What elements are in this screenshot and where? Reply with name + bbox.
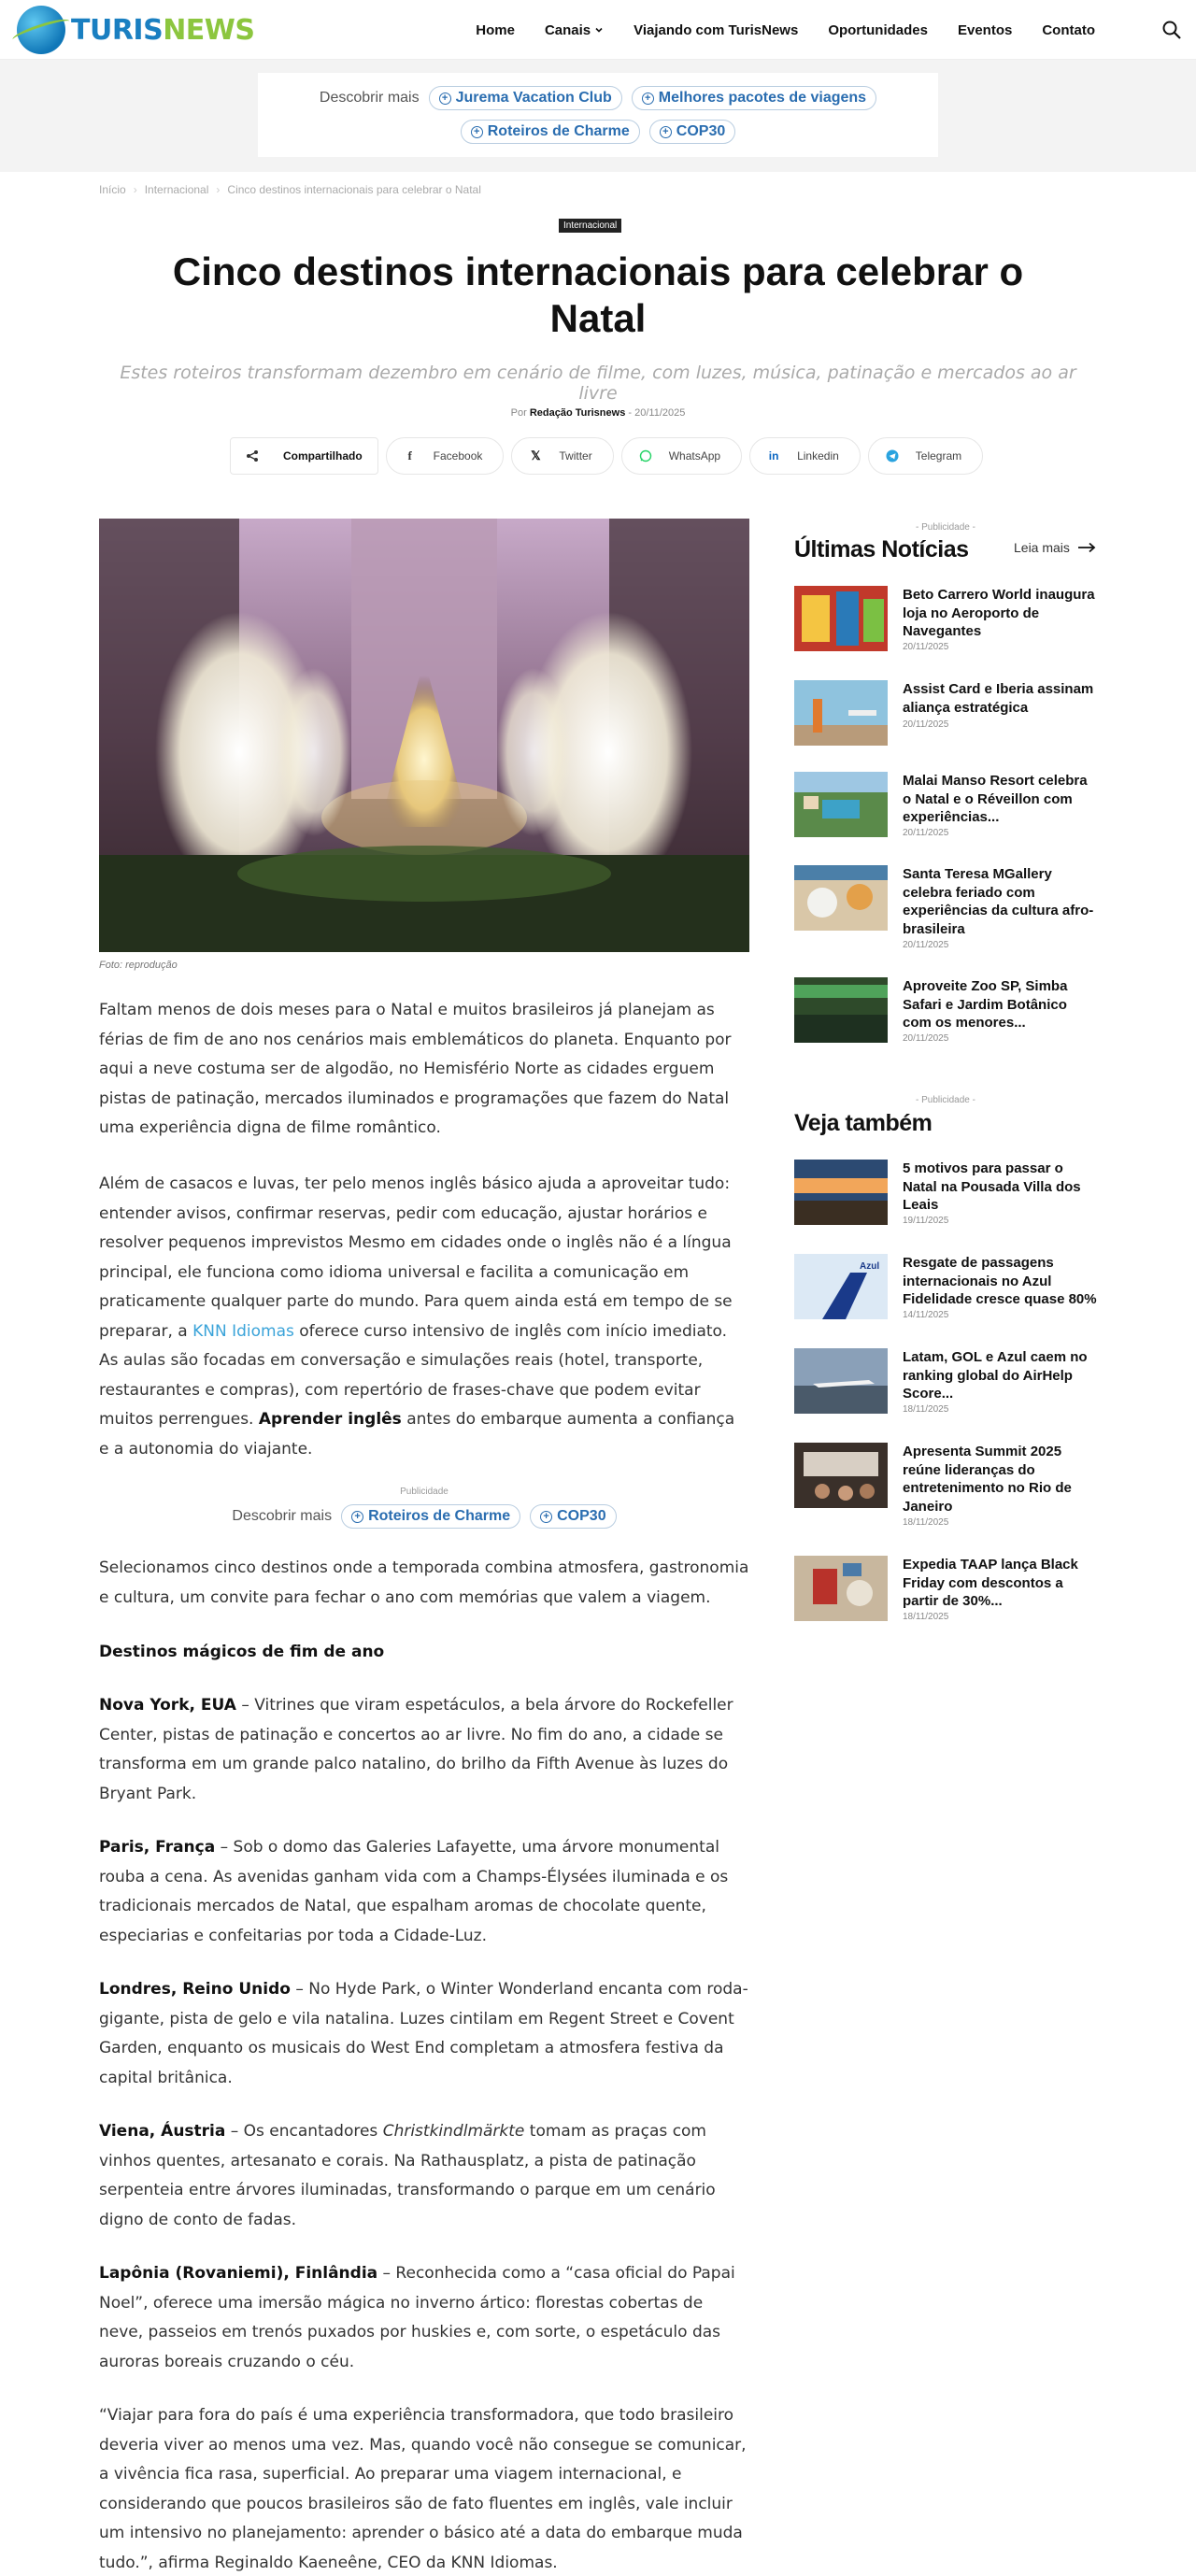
bold-span: Aprender inglês xyxy=(258,1410,402,1429)
see-also-item[interactable] xyxy=(794,1556,1097,1623)
destination-text: – Reconhecida como a “casa oficial do Papai Noel”, oferece uma imersão mágica no inverno ártico: florestas cobertas de neve, passeios em trenós puxados por huskies e, com sorte, o espetáculo das auroras boreais cruzando o céu. xyxy=(99,2264,735,2371)
news-thumbnail xyxy=(794,680,888,746)
globe-logo-icon xyxy=(17,6,65,54)
share-toggle-button[interactable] xyxy=(230,437,378,475)
hero-caption: Foto: reprodução xyxy=(99,960,178,971)
nav-viajando[interactable]: Viajando com TurisNews xyxy=(634,21,799,38)
pill-label: Roteiros de Charme xyxy=(487,123,630,139)
see-also-item[interactable] xyxy=(794,1443,1097,1528)
share-twitter-button[interactable] xyxy=(511,437,613,475)
news-date: 18/11/2025 xyxy=(903,1517,949,1528)
share-icon xyxy=(246,449,259,463)
news-title: 5 motivos para passar o Natal na Pousada Villa dos Leais xyxy=(903,1160,1081,1213)
logo-text-part1: TURIS xyxy=(71,13,164,47)
news-date: 20/11/2025 xyxy=(903,719,949,730)
news-title: Santa Teresa MGallery celebra feriado com experiências da cultura afro-brasileira xyxy=(903,866,1094,937)
destination-text: tomam as praças com vinhos quentes, artesanato e corais. Na Rathausplatz, a pista de patinação serpenteia entre árvores iluminadas, transformando o parque em um cenário digno de conto de fadas. xyxy=(99,2122,716,2229)
logo-text-part2: NEWS xyxy=(163,13,255,47)
breadcrumb xyxy=(99,183,481,196)
latest-news-item[interactable] xyxy=(794,772,1097,839)
news-title: Malai Manso Resort celebra o Natal e o Réveillon com experiências... xyxy=(903,773,1088,825)
plus-circle-icon: + xyxy=(439,93,451,105)
plus-circle-icon: + xyxy=(471,126,483,138)
breadcrumb-current: Cinco destinos internacionais para celebrar o Natal xyxy=(227,183,481,196)
see-also-item[interactable] xyxy=(794,1254,1097,1321)
plus-circle-icon: + xyxy=(660,126,672,138)
share-button-label: WhatsApp xyxy=(668,449,721,463)
sidebar-ad-label: - Publicidade - xyxy=(916,1095,975,1105)
destination-name: Lapônia (Rovaniemi), Finlândia xyxy=(99,2264,378,2283)
read-more-link[interactable] xyxy=(1014,540,1096,555)
news-title: Beto Carrero World inaugura loja no Aeroporto de Navegantes xyxy=(903,587,1095,639)
news-title: Expedia TAAP lança Black Friday com descontos a partir de 30%... xyxy=(903,1557,1078,1609)
breadcrumb-separator-icon: › xyxy=(133,183,137,196)
destination-name: Londres, Reino Unido xyxy=(99,1980,291,1999)
share-facebook-button[interactable] xyxy=(386,437,505,475)
discover-more-box xyxy=(258,73,938,157)
nav-contato[interactable]: Contato xyxy=(1042,21,1095,38)
destination-london xyxy=(99,1975,749,2093)
chevron-down-icon xyxy=(594,25,604,35)
pill-label: COP30 xyxy=(676,123,726,139)
read-more-label: Leia mais xyxy=(1014,540,1070,555)
byline xyxy=(0,407,1196,419)
byline-prefix: Por xyxy=(510,407,527,419)
article-paragraph-2 xyxy=(99,1170,749,1464)
destination-text: – Sob o domo das Galeries Lafayette, uma árvore monumental rouba a cena. As avenidas ganham vida com a Champs-Élysées iluminada e os tradicionais mercados de Natal, que espalham aromas de chocolate quente, especiarias e confeitarias por toda a Cidade-Luz. xyxy=(99,1838,729,1945)
discover-label: Descobrir mais xyxy=(319,90,420,106)
news-date: 20/11/2025 xyxy=(903,828,949,838)
pill-label: Jurema Vacation Club xyxy=(455,90,612,106)
share-button-label: Telegram xyxy=(915,449,962,463)
news-thumbnail xyxy=(794,865,888,931)
whatsapp-icon xyxy=(639,449,652,463)
text-span: antes do embarque aumenta a confiança e a autonomia do viajante. xyxy=(99,1410,735,1459)
pill-label: Melhores pacotes de viagens xyxy=(658,90,867,106)
news-thumbnail xyxy=(794,1254,888,1319)
discover-row-2 xyxy=(258,120,938,144)
news-title: Apresenta Summit 2025 reúne lideranças do entretenimento no Rio de Janeiro xyxy=(903,1444,1072,1515)
pill-roteiros-charme[interactable] xyxy=(461,120,640,144)
sidebar-ad-label: - Publicidade - xyxy=(916,522,975,533)
destination-new-york xyxy=(99,1691,749,1809)
discover-row-1 xyxy=(258,86,938,110)
ceo-quote: “Viajar para fora do país é uma experiência transformadora, que todo brasileiro deveria viver ao menos uma vez. Mas, quando você não consegue se comunicar, a vivência fica rasa, superficial. Ao preparar uma viagem internacional, e considerando que poucos brasileiros são de fato fluentes em inglês, vale incluir um intensivo no planejamento: aprender o básico até a data do embarque muda tudo.”, afirma Reginaldo Kaeneêne, CEO da KNN Idiomas. xyxy=(99,2406,747,2572)
site-header xyxy=(0,0,1196,60)
breadcrumb-home[interactable]: Início xyxy=(99,183,126,196)
news-date: 18/11/2025 xyxy=(903,1612,949,1622)
news-date: 19/11/2025 xyxy=(903,1216,949,1226)
news-thumbnail xyxy=(794,1556,888,1621)
text-span: Além de casacos e luvas, ter pelo menos inglês básico ajuda a aproveitar tudo: entender avisos, confirmar reservas, pedir com educação, ajustar horários e resolver pequenos imprevistos Mesmo em cidades onde o inglês não é a língua principal, ele funciona como idioma universal e facilita a comunicação em praticamente qualquer parte do mundo. Para quem ainda está em tempo de se preparar, a xyxy=(99,1174,733,1341)
pill-label: Roteiros de Charme xyxy=(368,1508,511,1524)
destination-text: – Os encantadores xyxy=(225,2122,383,2141)
see-also-item[interactable] xyxy=(794,1348,1097,1416)
author-link[interactable]: Redação Turisnews xyxy=(529,407,626,419)
rockefeller-christmas-photo xyxy=(99,519,749,952)
main-nav xyxy=(476,0,1095,60)
destination-lapland xyxy=(99,2259,749,2377)
destination-vienna xyxy=(99,2117,749,2235)
news-thumbnail xyxy=(794,772,888,837)
news-date: 20/11/2025 xyxy=(903,1033,949,1044)
latest-news-item[interactable] xyxy=(794,977,1097,1045)
share-whatsapp-button[interactable] xyxy=(621,437,742,475)
advertising-label: Publicidade xyxy=(400,1487,448,1497)
latest-news-item[interactable] xyxy=(794,680,1097,747)
pill-melhores-pacotes[interactable] xyxy=(632,86,876,110)
knn-idiomas-link[interactable]: KNN Idiomas xyxy=(192,1321,294,1341)
share-bar xyxy=(230,437,983,475)
text-span: oferece curso intensivo de inglês com início imediato. As aulas são focadas em conversação e simulações reais (hotel, transporte, restaurantes e compras), com repertório de frases-chave que podem evitar muitos perrengues. xyxy=(99,1321,728,1429)
news-title: Latam, GOL e Azul caem no ranking global do AirHelp Score... xyxy=(903,1349,1088,1402)
destination-text: – Vitrines que viram espetáculos, a bela árvore do Rockefeller Center, pistas de patinação e concertos ao ar livre. No fim do ano, a cidade se transforma em um grande palco natalino, do brilho da Fifth Avenue às luzes do Bryant Park. xyxy=(99,1696,733,1803)
byline-dash: - xyxy=(628,407,633,419)
news-date: 18/11/2025 xyxy=(903,1404,949,1415)
destination-name: Viena, Áustria xyxy=(99,2122,226,2141)
pill-roteiros-charme-inline[interactable] xyxy=(341,1504,520,1529)
share-label: Compartilhado xyxy=(283,449,363,463)
latest-news-heading: Últimas Notícias xyxy=(794,536,969,562)
latest-news-item[interactable] xyxy=(794,586,1097,653)
telegram-icon xyxy=(886,449,899,463)
share-button-label: Twitter xyxy=(559,449,592,463)
section-heading-text: Destinos mágicos de fim de ano xyxy=(99,1643,385,1661)
x-twitter-icon: 𝕏 xyxy=(531,448,541,463)
svg-text:Azul: Azul xyxy=(860,1261,880,1272)
promo-band xyxy=(0,60,1196,172)
share-button-label: Linkedin xyxy=(797,449,839,463)
news-thumbnail xyxy=(794,1348,888,1414)
site-logo[interactable] xyxy=(17,6,255,54)
pill-label: COP30 xyxy=(557,1508,606,1524)
share-telegram-button[interactable] xyxy=(868,437,983,475)
destination-name: Paris, França xyxy=(99,1838,216,1857)
facebook-icon: f xyxy=(407,448,412,463)
article-paragraph-3: Selecionamos cinco destinos onde a temporada combina atmosfera, gastronomia e cultura, um convite para fechar o ano com memórias que valem a viagem. xyxy=(99,1558,749,1607)
share-button-label: Facebook xyxy=(433,449,483,463)
article-subtitle: Estes roteiros transformam dezembro em cenário de filme, com luzes, música, patinação e mercados ao ar livre xyxy=(120,363,1076,404)
destination-text: – No Hyde Park, o Winter Wonderland encanta com roda-gigante, pista de gelo e vila natalina. Luzes cintilam em Regent Street e Covent Garden, enquanto os musicais do West End completam a atmosfera festiva da capital britânica. xyxy=(99,1980,748,2087)
latest-news-item[interactable] xyxy=(794,865,1097,950)
plus-circle-icon: + xyxy=(642,93,654,105)
pill-cop30[interactable] xyxy=(649,120,735,144)
italic-term: Christkindlmärkte xyxy=(382,2122,525,2141)
nav-oportunidades[interactable]: Oportunidades xyxy=(828,21,928,38)
breadcrumb-separator-icon: › xyxy=(216,183,221,196)
news-thumbnail xyxy=(794,586,888,651)
category-badge[interactable]: Internacional xyxy=(559,219,621,233)
news-thumbnail xyxy=(794,1443,888,1508)
news-thumbnail xyxy=(794,1160,888,1225)
nav-home[interactable]: Home xyxy=(476,21,515,38)
nav-eventos[interactable]: Eventos xyxy=(957,21,1013,38)
hero-image xyxy=(99,519,749,952)
arrow-right-icon xyxy=(1077,542,1096,553)
section-heading xyxy=(99,1638,749,1668)
destination-name: Nova York, EUA xyxy=(99,1696,236,1715)
news-date: 14/11/2025 xyxy=(903,1310,949,1320)
see-also-heading: Veja também xyxy=(794,1110,933,1136)
news-title: Resgate de passagens internacionais no Azul Fidelidade cresce quase 80% xyxy=(903,1255,1097,1307)
share-linkedin-button[interactable] xyxy=(749,437,861,475)
pill-cop30-inline[interactable] xyxy=(530,1504,616,1529)
inline-discover-more xyxy=(99,1504,749,1529)
plus-circle-icon: + xyxy=(351,1511,363,1523)
plus-circle-icon: + xyxy=(540,1511,552,1523)
nav-canais-label: Canais xyxy=(544,21,591,38)
nav-canais[interactable] xyxy=(545,22,604,38)
logo-text xyxy=(71,14,255,47)
breadcrumb-category[interactable]: Internacional xyxy=(144,183,209,196)
article-title: Cinco destinos internacionais para celebrar o Natal xyxy=(172,249,1024,340)
discover-label: Descobrir mais xyxy=(232,1508,333,1524)
see-also-item[interactable] xyxy=(794,1160,1097,1227)
linkedin-icon: in xyxy=(768,449,779,463)
destination-paris xyxy=(99,1833,749,1951)
news-title: Aproveite Zoo SP, Simba Safari e Jardim Botânico com os menores... xyxy=(903,978,1068,1031)
search-icon[interactable] xyxy=(1160,19,1183,41)
publish-date: 20/11/2025 xyxy=(634,407,686,419)
news-date: 20/11/2025 xyxy=(903,940,949,950)
pill-jurema[interactable] xyxy=(429,86,622,110)
news-title: Assist Card e Iberia assinam aliança estratégica xyxy=(903,681,1094,716)
article-paragraph-1: Faltam menos de dois meses para o Natal e muitos brasileiros já planejam as férias de fim de ano nos cenários mais emblemáticos do planeta. Enquanto por aqui a neve costuma ser de algodão, no Hemisfério Norte as cidades erguem pistas de patinação, mercados iluminados e programações que fazem do Natal uma experiência digna de filme romântico. xyxy=(99,1001,732,1137)
news-date: 20/11/2025 xyxy=(903,642,949,652)
news-thumbnail xyxy=(794,977,888,1043)
